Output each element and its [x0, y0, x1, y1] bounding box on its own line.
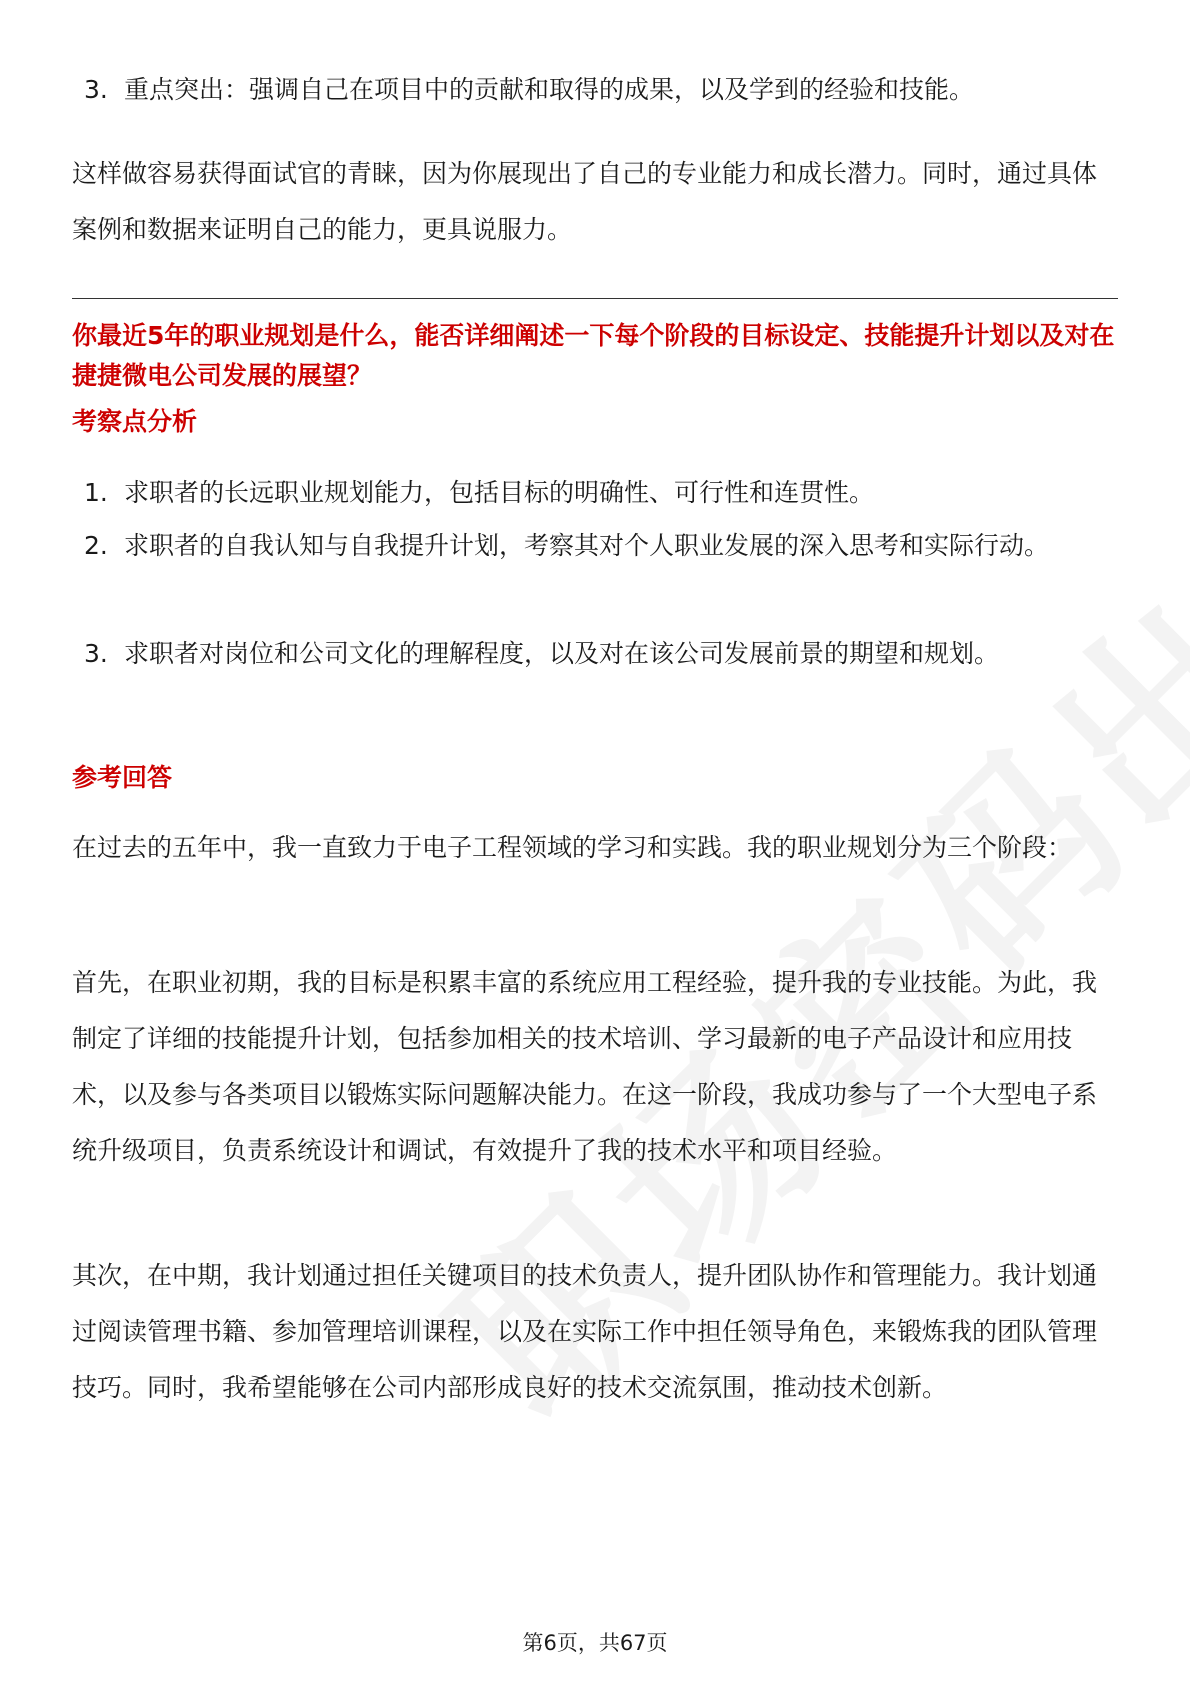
page-footer: 第6页，共67页 — [522, 1631, 668, 1655]
list-number: 3. — [84, 639, 108, 668]
section-divider — [72, 298, 1118, 299]
list-item — [72, 465, 1118, 521]
paragraph: 其次，在中期，我计划通过担任关键项目的技术负责人，提升团队协作和管理能力。我计划通过阅读管理书籍、参加管理培训课程，以及在实际工作中担任领导角色，来锻炼我的团队管理技巧。同时，我希望能够在公司内部形成良好的技术交流氛围，推动技术创新。 — [72, 1261, 1098, 1402]
list-number: 2. — [84, 531, 108, 560]
list-item — [72, 518, 1118, 574]
list-text: 求职者的自我认知与自我提升计划，考察其对个人职业发展的深入思考和实际行动。 — [124, 531, 1050, 560]
answer-heading: 参考回答 — [72, 763, 173, 792]
analysis-heading: 考察点分析 — [72, 407, 198, 436]
list-item — [72, 62, 1170, 118]
list-text: 重点突出：强调自己在项目中的贡献和取得的成果，以及学到的经验和技能。 — [124, 75, 975, 104]
question-heading: 你最近5年的职业规划是什么，能否详细阐述一下每个阶段的目标设定、技能提升计划以及对在捷捷微电公司发展的展望？ — [72, 321, 1115, 390]
list-number: 1. — [84, 478, 108, 507]
list-item — [72, 626, 1118, 682]
paragraph: 这样做容易获得面试官的青睐，因为你展现出了自己的专业能力和成长潜力。同时，通过具体案例和数据来证明自己的能力，更具说服力。 — [72, 159, 1098, 244]
list-text: 求职者的长远职业规划能力，包括目标的明确性、可行性和连贯性。 — [124, 478, 875, 507]
list-number: 3. — [84, 75, 108, 104]
paragraph: 在过去的五年中，我一直致力于电子工程领域的学习和实践。我的职业规划分为三个阶段： — [72, 833, 1073, 862]
list-text: 求职者对岗位和公司文化的理解程度，以及对在该公司发展前景的期望和规划。 — [124, 639, 1000, 668]
paragraph: 首先，在职业初期，我的目标是积累丰富的系统应用工程经验，提升我的专业技能。为此，我制定了详细的技能提升计划，包括参加相关的技术培训、学习最新的电子产品设计和应用技术，以及参与各类项目以锻炼实际问题解决能力。在这一阶段，我成功参与了一个大型电子系统升级项目，负责系统设计和调试，有效提升了我的技术水平和项目经验。 — [72, 968, 1098, 1165]
